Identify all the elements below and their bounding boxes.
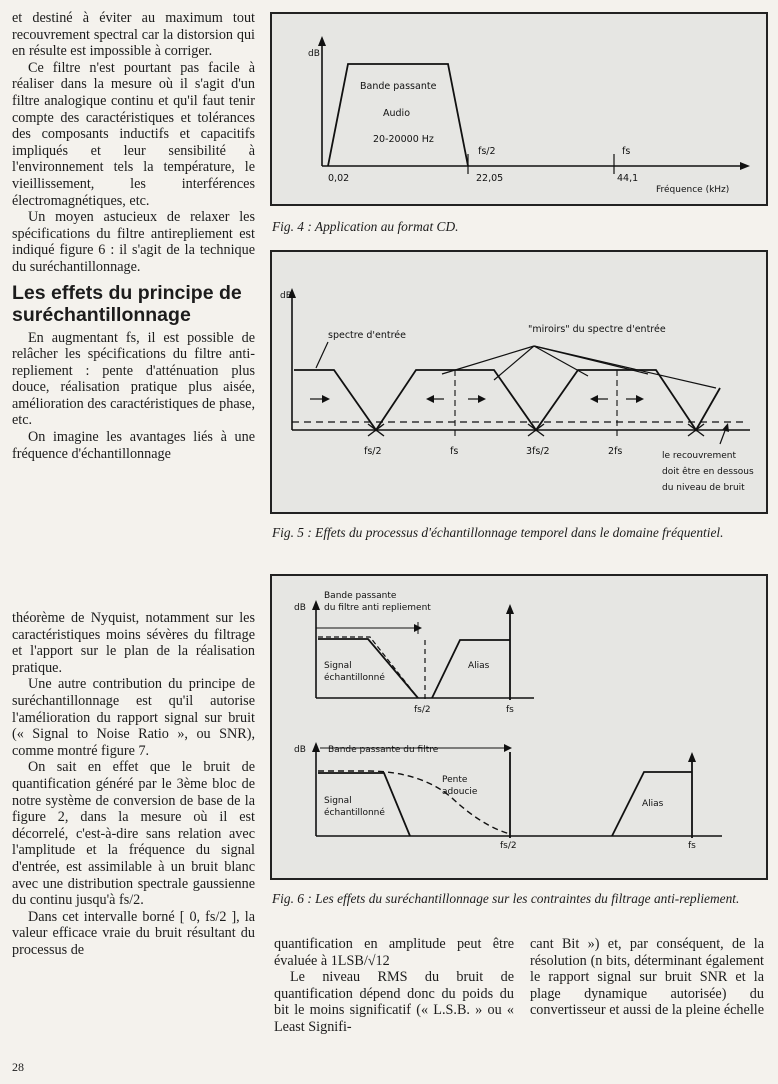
figure-label: Signal [324,796,352,806]
left-column-top [12,10,255,462]
tick-label: fs/2 [364,446,382,457]
paragraph: quantification en amplitude peut être évaluée à 1LSB/√12 [274,936,514,969]
note-label: du niveau de bruit [662,483,745,493]
page-number: 28 [12,1060,24,1074]
note-label: le recouvrement [662,451,736,461]
section-heading: Les effets du principe de suréchantillonnage [12,281,242,326]
paragraph: On imagine les avantages liés à une fréquence d'échantillonnage [12,429,255,462]
band-label: Audio [383,108,411,119]
axis-value: 22,05 [476,173,504,184]
figure-label: échantillonné [324,808,385,818]
figure-label: Alias [468,661,490,671]
paragraph: Un moyen astucieux de relaxer les spécifications du filtre antirepliement est indiqué figure 6 : il s'agit de la technique du suréchantillonnage. [12,209,255,275]
figure-label: Pente [442,775,468,785]
x-axis-label: Fréquence (kHz) [656,185,730,195]
input-spectrum-label: spectre d'entrée [328,330,406,341]
paragraph: En augmentant fs, il est possible de relâcher les spécifications du filtre anti-repliement : pente d'atténuation plus douce, réalisation pratique plus aisée, amélioration des caractéristiques de phase, etc. [12,329,255,429]
figure-label: adoucie [442,787,478,797]
paragraph: Le niveau RMS du bruit de quantification dépend donc du poids du bit le moins significatif (« L.S.B. » ou « Least Signifi- [274,969,514,1035]
y-axis-label: dB [280,291,292,301]
tick-label: fs/2 [478,146,496,157]
middle-column [274,936,514,1036]
band-label: 20-20000 Hz [373,134,434,145]
figure-label: fs/2 [500,841,517,851]
paragraph: Ce filtre n'est pourtant pas facile à réaliser dans la mesure où il s'agit d'un filtre analogique continu et qu'il faut tenir compte des caractéristiques et tolérances des composants inductifs et capacitifs impliqués et leur sensibilité à l'environnement tels la température, le vieillissement, les interférences électromagnétiques, etc. [12,59,255,209]
figure-label: Bande passante du filtre [328,745,439,755]
paragraph: Dans cet intervalle borné [ 0, fs/2 ], la valeur efficace vraie du bruit résultant du processus de [12,908,255,958]
figure-label: Signal [324,661,352,671]
tick-label: 2fs [608,446,623,457]
figure-label: fs [506,705,514,715]
paragraph: et destiné à éviter au maximum tout recouvrement spectral car la distorsion qui en résulte est impossible à corriger. [12,10,255,60]
axis-value: 0,02 [328,173,350,184]
note-label: doit être en dessous [662,467,754,477]
figure-label: Alias [642,799,664,809]
tick-label: fs [450,446,459,457]
paragraph: Une autre contribution du principe de suréchantillonnage est qu'il autorise l'amélioration du rapport signal sur bruit (« Signal to Noise Ratio », ou SNR), comme montré figure 7. [12,676,255,759]
paragraph: On sait en effet que le bruit de quantification généré par le 3ème bloc de notre système de conversion de base de la figure 2, dans la mesure où il est décorrelé, c'est-à-dire sans relation avec l'amplitude et la fréquence du signal d'entrée, est assimilable à un bruit blanc avec une distribution spectrale gaussienne du continu jusqu'à fs/2. [12,759,255,909]
paragraph: théorème de Nyquist, notamment sur les caractéristiques moins sévères du filtrage et l'apport sur le plan de la réalisation pratique. [12,610,255,676]
figure-5 [270,250,768,514]
figure-4 [270,12,768,206]
tick-label: fs [622,146,631,157]
figure-4-caption: Fig. 4 : Application au format CD. [272,219,459,234]
figure-6 [270,574,768,880]
right-column [530,936,764,1019]
figure-6-caption: Fig. 6 : Les effets du suréchantillonnage sur les contraintes du filtrage anti-repliement. [272,891,740,906]
figure-label: Bande passante [324,591,397,601]
left-column-bottom [12,610,255,958]
figure-label: dB [294,603,306,613]
figure-label: dB [294,745,306,755]
figure-label: du filtre anti repliement [324,603,431,613]
band-label: Bande passante [360,81,437,92]
paragraph: cant Bit ») et, par conséquent, de la résolution (n bits, déterminant également le rapport signal sur bruit SNR et la plage dynamique autorisée) du convertisseur et aussi de la pleine échelle [530,936,764,1019]
figure-label: fs [688,841,696,851]
figure-label: échantillonné [324,673,385,683]
mirrors-label: "miroirs" du spectre d'entrée [528,324,666,335]
figure-5-caption: Fig. 5 : Effets du processus d'échantillonnage temporel dans le domaine fréquentiel. [272,525,724,540]
axis-value: 44,1 [617,173,639,184]
tick-label: 3fs/2 [526,446,550,457]
figure-label: fs/2 [414,705,431,715]
y-axis-label: dB [308,49,320,59]
